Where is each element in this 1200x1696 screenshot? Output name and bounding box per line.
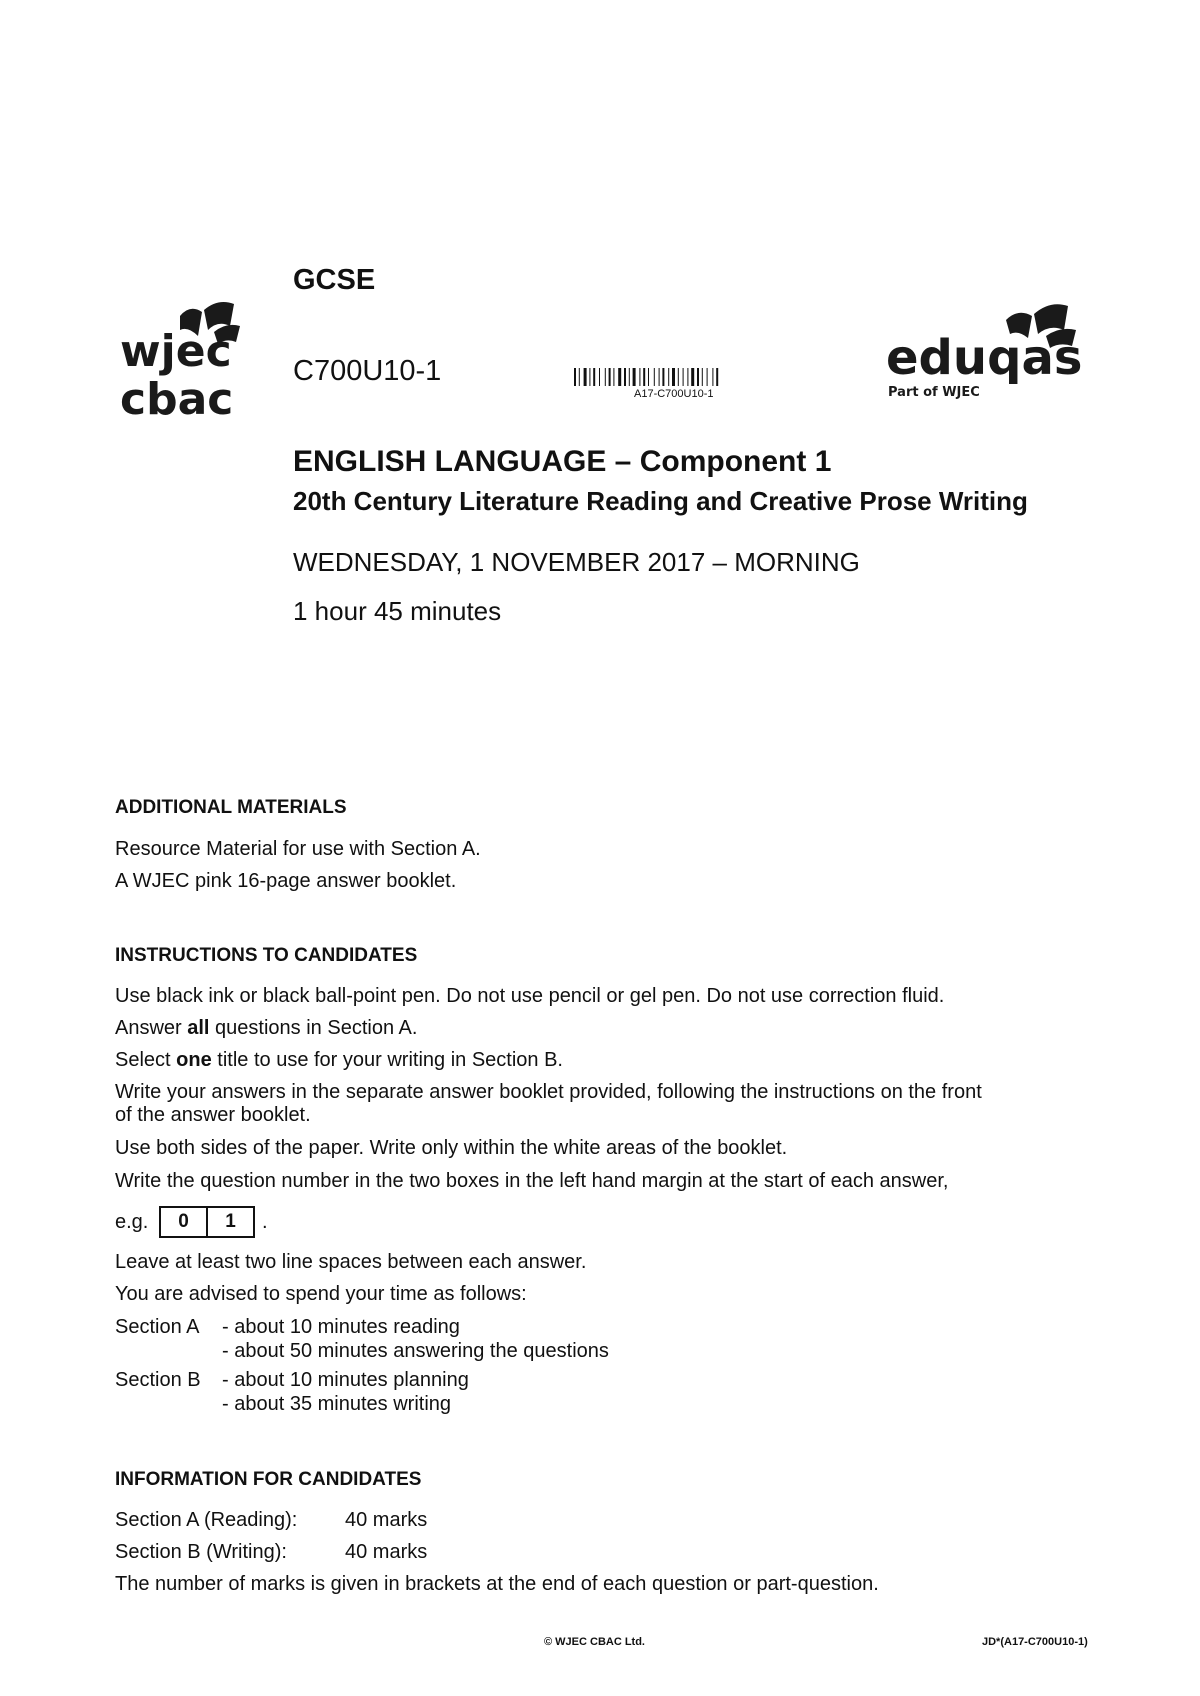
eduqas-logo xyxy=(886,296,1092,404)
instruction-answer-all: Answer all questions in Section A. xyxy=(115,1017,418,1039)
barcode-label: A17-C700U10-1 xyxy=(634,388,714,400)
material-line-2: A WJEC pink 16-page answer booklet. xyxy=(115,870,457,892)
section-a-answering-time: - about 50 minutes answering the questions xyxy=(222,1340,609,1362)
additional-materials-heading: ADDITIONAL MATERIALS xyxy=(115,797,347,818)
marks-section-a-label: Section A (Reading): xyxy=(115,1509,298,1531)
logo-eduqas-text: eduqas xyxy=(886,330,1083,386)
instruction-booklet-line-1: Write your answers in the separate answer booklet provided, following the instructions on the front xyxy=(115,1081,982,1103)
eduqas-logo-graphic xyxy=(886,296,1092,404)
marks-section-a-value: 40 marks xyxy=(345,1509,428,1531)
instruction-line-spaces: Leave at least two line spaces between each answer. xyxy=(115,1251,587,1273)
footer-copyright: © WJEC CBAC Ltd. xyxy=(544,1636,645,1648)
exam-subtitle: 20th Century Literature Reading and Creative Prose Writing xyxy=(293,486,1028,516)
section-a-label: Section A xyxy=(115,1316,200,1338)
instruction-question-number: Write the question number in the two boxes in the left hand margin at the start of each answer, xyxy=(115,1170,949,1192)
example-label: e.g. xyxy=(115,1211,149,1233)
material-line-1: Resource Material for use with Section A. xyxy=(115,838,481,860)
exam-component: Component 1 xyxy=(639,445,832,478)
exam-duration: 1 hour 45 minutes xyxy=(293,596,502,626)
qualification-level: GCSE xyxy=(293,264,376,296)
barcode xyxy=(574,368,792,386)
instruction-select-one: Select one title to use for your writing in Section B. xyxy=(115,1049,563,1071)
section-b-label: Section B xyxy=(115,1369,201,1391)
instruction-both-sides: Use both sides of the paper. Write only within the white areas of the booklet. xyxy=(115,1137,788,1159)
logo-wjec-text: wjec xyxy=(120,326,232,377)
instruction-time-advice: You are advised to spend your time as follows: xyxy=(115,1283,527,1305)
section-b-planning-time: - about 10 minutes planning xyxy=(222,1369,469,1391)
emphasis-one: one xyxy=(176,1049,212,1071)
instructions-heading: INSTRUCTIONS TO CANDIDATES xyxy=(115,945,418,966)
exam-date: WEDNESDAY, 1 NOVEMBER 2017 – MORNING xyxy=(293,547,860,577)
emphasis-all: all xyxy=(187,1017,210,1039)
wjec-cbac-logo xyxy=(118,296,258,426)
section-a-reading-time: - about 10 minutes reading xyxy=(222,1316,460,1338)
marks-section-b-value: 40 marks xyxy=(345,1541,428,1563)
logo-cbac-text: cbac xyxy=(120,374,234,425)
logo-eduqas-tagline: Part of WJEC xyxy=(888,385,980,400)
footer-code: JD*(A17-C700U10-1) xyxy=(982,1636,1088,1648)
marks-note: The number of marks is given in brackets at the end of each question or part-question. xyxy=(115,1573,879,1595)
exam-subject: ENGLISH LANGUAGE – xyxy=(293,445,632,478)
paper-code: C700U10-1 xyxy=(293,355,442,387)
exam-title xyxy=(293,445,831,479)
information-heading: INFORMATION FOR CANDIDATES xyxy=(115,1469,422,1490)
example-question-boxes xyxy=(159,1206,255,1238)
instruction-ink: Use black ink or black ball-point pen. Do not use pencil or gel pen. Do not use correction fluid. xyxy=(115,985,945,1007)
example-period: . xyxy=(262,1211,268,1233)
example-digit-2: 1 xyxy=(206,1208,253,1236)
section-b-writing-time: - about 35 minutes writing xyxy=(222,1393,452,1415)
marks-section-b-label: Section B (Writing): xyxy=(115,1541,287,1563)
example-digit-1: 0 xyxy=(178,1211,189,1232)
instruction-booklet-line-2: of the answer booklet. xyxy=(115,1104,311,1126)
wjec-cbac-logo-graphic xyxy=(118,296,258,426)
